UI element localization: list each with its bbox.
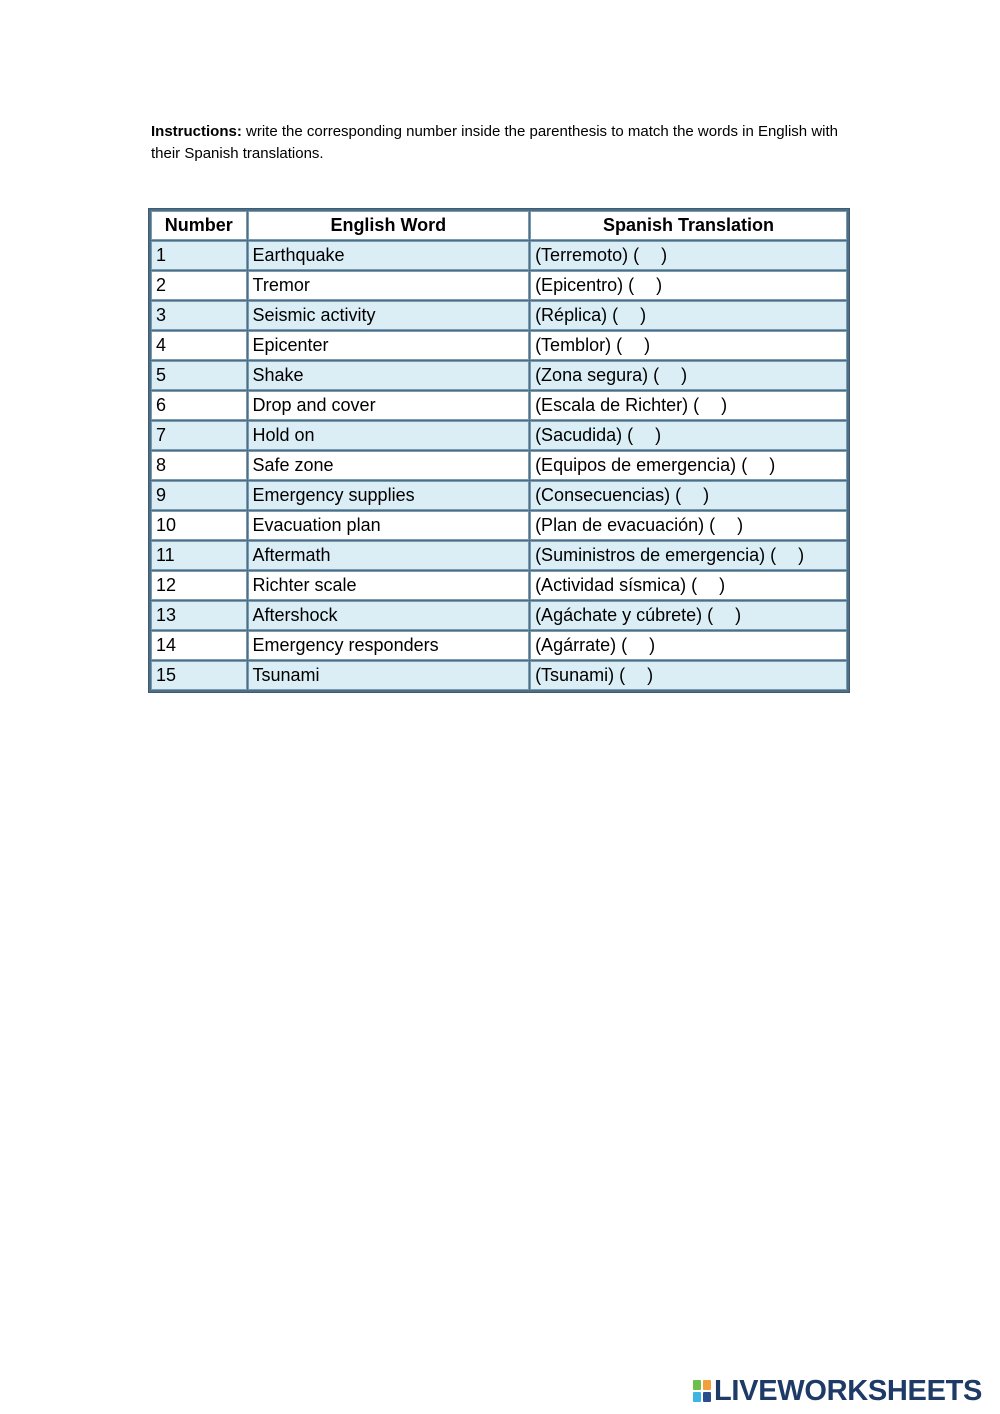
table-row <box>152 542 846 569</box>
answer-blank[interactable]: ( ) <box>623 275 663 295</box>
spanish-word: (Réplica) <box>535 305 608 325</box>
table-row <box>152 422 846 449</box>
answer-blank[interactable]: ( ) <box>628 245 668 265</box>
answer-blank[interactable]: ( ) <box>622 425 662 445</box>
answer-blank[interactable]: ( ) <box>616 635 656 655</box>
table-row <box>152 662 846 689</box>
cell-spanish-translation <box>531 422 846 449</box>
cell-english-word: Earthquake <box>249 242 529 269</box>
table-row <box>152 452 846 479</box>
cell-spanish-translation <box>531 542 846 569</box>
header-number: Number <box>152 212 246 239</box>
cell-number: 14 <box>152 632 246 659</box>
cell-number: 12 <box>152 572 246 599</box>
logo-square-icon <box>703 1392 711 1402</box>
spanish-word: (Consecuencias) <box>535 485 671 505</box>
cell-spanish-translation <box>531 362 846 389</box>
table-row <box>152 512 846 539</box>
spanish-word: (Agáchate y cúbrete) <box>535 605 703 625</box>
cell-number: 13 <box>152 602 246 629</box>
header-english-word: English Word <box>249 212 529 239</box>
instructions-label: Instructions: <box>151 123 242 140</box>
cell-english-word: Evacuation plan <box>249 512 529 539</box>
answer-blank[interactable]: ( ) <box>611 335 651 355</box>
vocabulary-table <box>148 208 850 693</box>
table-body <box>152 242 846 689</box>
answer-blank[interactable]: ( ) <box>614 665 654 685</box>
cell-english-word: Drop and cover <box>249 392 529 419</box>
instructions <box>151 121 841 165</box>
table-row <box>152 392 846 419</box>
table-row <box>152 242 846 269</box>
logo-square-icon <box>703 1380 711 1390</box>
liveworksheets-logo <box>693 1376 982 1406</box>
table-row <box>152 302 846 329</box>
cell-spanish-translation <box>531 482 846 509</box>
cell-spanish-translation <box>531 662 846 689</box>
table-row <box>152 332 846 359</box>
cell-number: 2 <box>152 272 246 299</box>
cell-spanish-translation <box>531 242 846 269</box>
cell-english-word: Aftermath <box>249 542 529 569</box>
spanish-word: (Temblor) <box>535 335 612 355</box>
logo-text: LIVEWORKSHEETS <box>714 1374 983 1407</box>
cell-spanish-translation <box>531 272 846 299</box>
spanish-word: (Escala de Richter) <box>535 395 689 415</box>
cell-number: 4 <box>152 332 246 359</box>
cell-spanish-translation <box>531 302 846 329</box>
cell-spanish-translation <box>531 392 846 419</box>
cell-spanish-translation <box>531 452 846 479</box>
spanish-word: (Agárrate) <box>535 635 617 655</box>
cell-english-word: Tsunami <box>249 662 529 689</box>
cell-english-word: Hold on <box>249 422 529 449</box>
table-row <box>152 632 846 659</box>
cell-spanish-translation <box>531 572 846 599</box>
cell-spanish-translation <box>531 602 846 629</box>
cell-english-word: Epicenter <box>249 332 529 359</box>
table-row <box>152 602 846 629</box>
table-row <box>152 572 846 599</box>
logo-mark-icon <box>693 1380 711 1402</box>
spanish-word: (Zona segura) <box>535 365 649 385</box>
cell-english-word: Richter scale <box>249 572 529 599</box>
cell-number: 8 <box>152 452 246 479</box>
spanish-word: (Epicentro) <box>535 275 624 295</box>
header-spanish-translation: Spanish Translation <box>531 212 846 239</box>
cell-number: 11 <box>152 542 246 569</box>
answer-blank[interactable]: ( ) <box>607 305 647 325</box>
cell-number: 6 <box>152 392 246 419</box>
answer-blank[interactable]: ( ) <box>670 485 710 505</box>
instructions-text: write the corresponding number inside the parenthesis to match the words in English with their Spanish translations. <box>151 123 838 162</box>
answer-blank[interactable]: ( ) <box>704 515 744 535</box>
spanish-word: (Suministros de emergencia) <box>535 545 766 565</box>
logo-square-icon <box>693 1380 701 1390</box>
cell-number: 15 <box>152 662 246 689</box>
answer-blank[interactable]: ( ) <box>688 395 728 415</box>
cell-number: 3 <box>152 302 246 329</box>
cell-number: 9 <box>152 482 246 509</box>
cell-english-word: Emergency responders <box>249 632 529 659</box>
answer-blank[interactable]: ( ) <box>686 575 726 595</box>
cell-number: 5 <box>152 362 246 389</box>
cell-number: 7 <box>152 422 246 449</box>
answer-blank[interactable]: ( ) <box>648 365 688 385</box>
cell-spanish-translation <box>531 632 846 659</box>
cell-english-word: Emergency supplies <box>249 482 529 509</box>
cell-english-word: Seismic activity <box>249 302 529 329</box>
spanish-word: (Equipos de emergencia) <box>535 455 737 475</box>
table-header-row <box>152 212 846 239</box>
spanish-word: (Terremoto) <box>535 245 629 265</box>
spanish-word: (Plan de evacuación) <box>535 515 705 535</box>
logo-square-icon <box>693 1392 701 1402</box>
cell-spanish-translation <box>531 512 846 539</box>
cell-english-word: Shake <box>249 362 529 389</box>
table-row <box>152 362 846 389</box>
answer-blank[interactable]: ( ) <box>736 455 776 475</box>
answer-blank[interactable]: ( ) <box>765 545 805 565</box>
cell-number: 10 <box>152 512 246 539</box>
table-row <box>152 272 846 299</box>
cell-english-word: Aftershock <box>249 602 529 629</box>
answer-blank[interactable]: ( ) <box>702 605 742 625</box>
spanish-word: (Sacudida) <box>535 425 623 445</box>
spanish-word: (Actividad sísmica) <box>535 575 687 595</box>
cell-spanish-translation <box>531 332 846 359</box>
cell-english-word: Tremor <box>249 272 529 299</box>
cell-english-word: Safe zone <box>249 452 529 479</box>
cell-number: 1 <box>152 242 246 269</box>
table-row <box>152 482 846 509</box>
spanish-word: (Tsunami) <box>535 665 615 685</box>
